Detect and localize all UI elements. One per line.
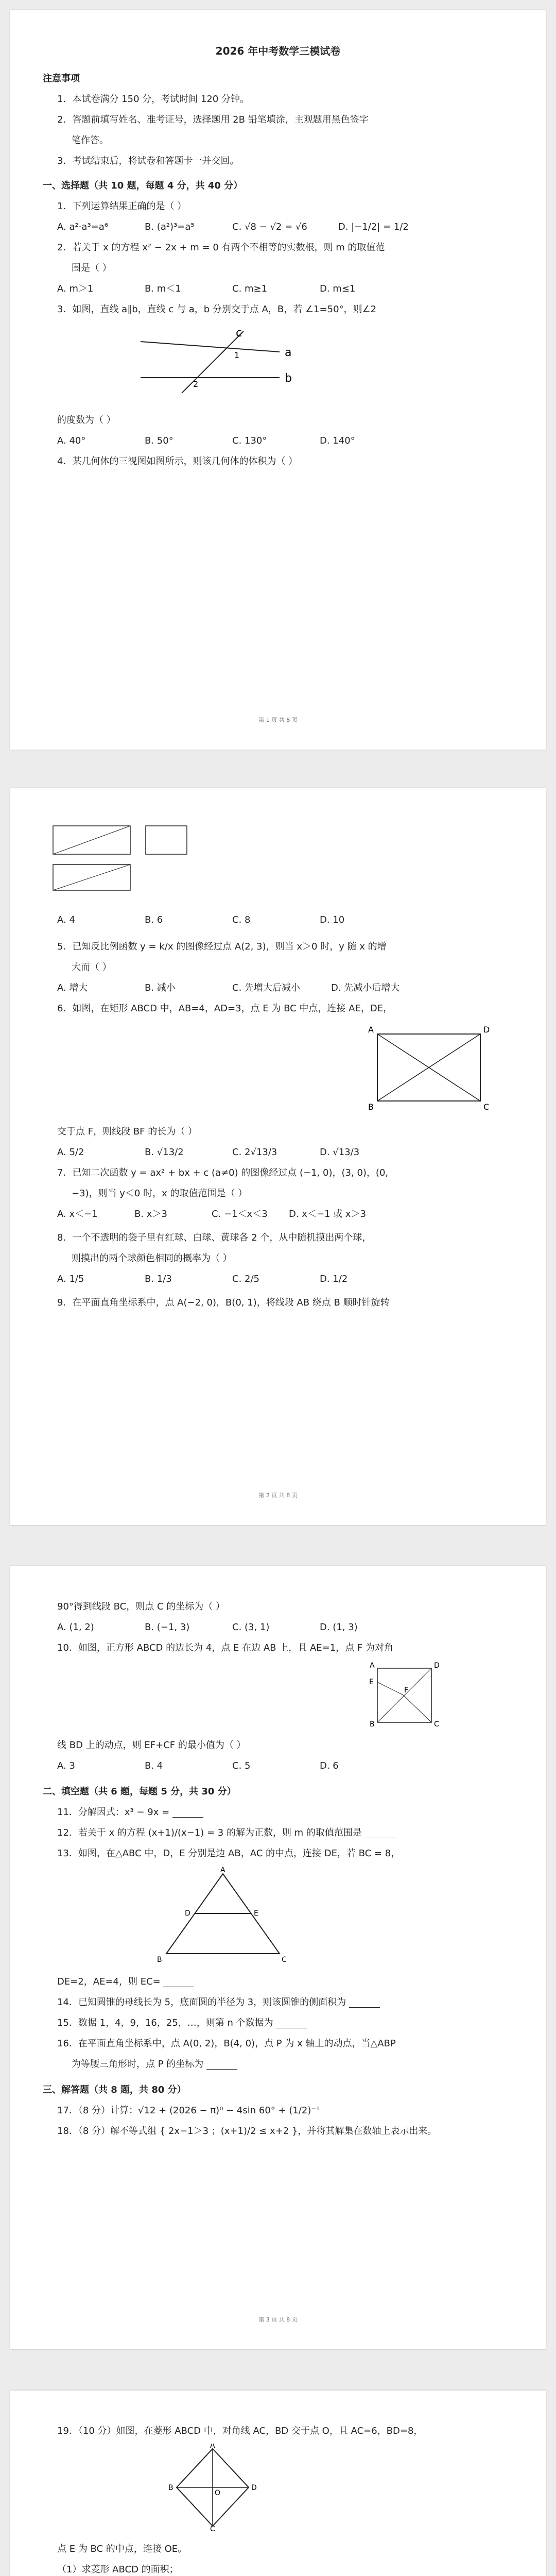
q3-option-b: B. 50° [145,435,173,446]
q10-option-d: D. 6 [320,1760,339,1771]
q3-option-c: C. 130° [232,435,267,446]
q6-options [43,1144,513,1161]
question-13: 13．如图，在△ABC 中，D，E 分别是边 AB，AC 的中点，连接 DE，若 BC = 8， [57,1848,401,1859]
q2-option-a: A. m＞1 [57,283,94,294]
q6-label-c: C [483,1102,490,1112]
question-13b-text: DE=2，AE=4，则 EC= [57,1976,161,1987]
question-5: 5．已知反比例函数 y = k/x 的图像经过点 A(2, 3)，则当 x＞0 时，y 随 x 的增 [57,941,387,952]
question-13b [43,1974,513,1990]
question-5b: 大而（ ） [72,962,112,973]
q3-option-d: D. 140° [320,435,355,446]
q11-answer-blank[interactable] [172,1808,203,1818]
q19-label-b: B [168,2484,173,2492]
q6-option-b: B. √13/2 [145,1147,184,1158]
q4-option-a: A. 4 [57,914,75,925]
q10-options [43,1758,513,1774]
question-10: 10．如图，正方形 ABCD 的边长为 4，点 E 在边 AB 上，且 AE=1，点 F 为对角 [57,1642,393,1653]
q5-option-b: B. 减小 [145,982,176,993]
section-3-header: 三、解答题（共 8 题，共 80 分） [43,2084,186,2095]
q3-label-a: a [285,346,292,359]
q10-square-figure [43,1660,506,1727]
q12-answer-blank[interactable] [365,1828,396,1838]
q9-option-b: B. (−1, 3) [145,1622,190,1633]
q7-option-b: B. x＞3 [134,1209,167,1219]
q2-options [43,281,513,297]
q10-label-a: A [370,1662,375,1670]
q10-option-a: A. 3 [57,1760,75,1771]
q13-triangle-figure [43,1866,506,1964]
q10-label-c: C [434,1720,439,1727]
q8-option-b: B. 1/3 [145,1274,172,1284]
q16-answer-blank[interactable] [206,2060,237,2070]
q5-option-a: A. 增大 [57,982,88,993]
page-2 [10,788,546,1525]
page-1 [10,10,546,750]
q3-parallel-lines-figure [74,326,300,398]
q5-options [43,980,513,996]
q1-options [43,219,513,235]
q8-option-d: D. 1/2 [320,1274,348,1284]
q8-options [43,1271,513,1287]
question-7b: −3)，则当 y＜0 时，x 的取值范围是（ ） [72,1188,248,1199]
q7-option-d: D. x＜−1 或 x＞3 [289,1209,367,1219]
q7-option-a: A. x＜−1 [57,1209,98,1219]
q13-answer-blank[interactable] [163,1977,194,1987]
question-15 [43,2015,513,2031]
q3-label-angle1: 1 [234,350,240,360]
question-2: 2．若关于 x 的方程 x² − 2x + m = 0 有两个不相等的实数根，则 m 的取值范 [57,242,385,253]
question-12-text: 12．若关于 x 的方程 (x+1)/(x−1) = 3 的解为正数，则 m 的取值范围是 [57,1827,362,1838]
page-1-footer: 第 1 页 共 8 页 [258,717,298,723]
q10-label-d: D [434,1662,440,1670]
q6-option-c: C. 2√13/3 [232,1147,277,1158]
q4-option-b: B. 6 [145,914,163,925]
q7-options [43,1206,513,1223]
q13-label-a: A [220,1866,225,1874]
page-3-footer: 第 3 页 共 8 页 [258,2316,298,2323]
notice-1: 1．本试卷满分 150 分，考试时间 120 分钟。 [57,94,250,105]
q19-label-a: A [210,2444,215,2450]
q6-rectangle-figure [43,1021,506,1114]
q9-option-c: C. (3, 1) [232,1622,270,1633]
q1-option-c: C. √8 − √2 = √6 [232,222,307,232]
q3-label-b: b [285,372,292,385]
q3-options [43,433,513,449]
q7-option-c: C. −1＜x＜3 [212,1209,268,1219]
question-9b: 90°得到线段 BC，则点 C 的坐标为（ ） [57,1601,225,1612]
question-1: 1．下列运算结果正确的是（ ） [57,201,187,212]
question-15-text: 15．数据 1，4，9，16，25，…，则第 n 个数据为 [57,2018,273,2028]
section-1-header: 一、选择题（共 10 题，每题 4 分，共 40 分） [43,180,243,191]
q13-label-e: E [254,1909,258,1918]
section-2-header: 二、填空题（共 6 题，每题 5 分，共 30 分） [43,1786,236,1797]
q19-label-o: O [215,2489,221,2497]
question-12 [43,1825,513,1841]
q4-option-d: D. 10 [320,914,345,925]
q19-rhombus-figure [43,2444,506,2531]
question-8: 8．一个不透明的袋子里有红球、白球、黄球各 2 个，从中随机摸出两个球， [57,1232,372,1243]
q8-option-a: A. 1/5 [57,1274,84,1284]
page-3 [10,1566,546,2349]
q6-label-a: A [368,1025,374,1035]
q5-option-d: D. 先减小后增大 [331,982,400,993]
q10-option-c: C. 5 [232,1760,251,1771]
q19-label-c: C [210,2525,215,2531]
question-8b: 则摸出的两个球颜色相同的概率为（ ） [72,1253,232,1264]
q9-option-a: A. (1, 2) [57,1622,94,1633]
notice-header: 注意事项 [43,73,80,84]
q8-option-c: C. 2/5 [232,1274,259,1284]
q4-three-views-figure [43,821,300,898]
q4-options [43,912,513,928]
q2-option-d: D. m≤1 [320,283,356,294]
question-14 [43,1994,513,2011]
question-10b: 线 BD 上的动点，则 EF+CF 的最小值为（ ） [57,1740,246,1751]
q9-option-d: D. (1, 3) [320,1622,358,1633]
q13-label-d: D [185,1909,190,1918]
q15-answer-blank[interactable] [276,2019,307,2028]
q6-option-a: A. 5/2 [57,1147,84,1158]
q2-option-b: B. m＜1 [145,283,181,294]
question-16b [43,2056,513,2073]
exam-title: 2026 年中考数学三模试卷 [215,45,341,57]
q10-label-e: E [369,1678,374,1686]
question-16b-text: 为等腰三角形时，点 P 的坐标为 [72,2059,204,2070]
q6-option-d: D. √13/3 [320,1147,360,1158]
notice-3: 3．考试结束后，将试卷和答题卡一并交回。 [57,156,239,166]
question-6: 6．如图，在矩形 ABCD 中，AB=4，AD=3，点 E 为 BC 中点，连接 AE，DE， [57,1003,393,1014]
q9-options [43,1619,513,1636]
page-4 [10,2391,546,2576]
q10-option-b: B. 4 [145,1760,163,1771]
q2-option-c: C. m≥1 [232,283,268,294]
question-2b: 围是（ ） [72,263,112,274]
q19-label-d: D [251,2484,257,2492]
q13-label-b: B [157,1956,162,1964]
q4-option-c: C. 8 [232,914,251,925]
question-3b: 的度数为（ ） [57,415,116,426]
question-19: 19．（10 分）如图，在菱形 ABCD 中，对角线 AC，BD 交于点 O，且 AC=6，BD=8， [57,2426,423,2436]
question-9: 9．在平面直角坐标系中，点 A(−2, 0)，B(0, 1)，将线段 AB 绕点 B 顺时针旋转 [57,1297,390,1308]
q10-label-b: B [370,1720,375,1727]
q3-option-a: A. 40° [57,435,86,446]
q14-answer-blank[interactable] [349,1998,380,2008]
page-2-footer: 第 2 页 共 8 页 [258,1492,298,1499]
q10-label-f: F [404,1686,409,1694]
question-18: 18．（8 分）解不等式组 { 2x−1＞3 ；(x+1)/2 ≤ x+2 }，并将其解集在数轴上表示出来。 [57,2126,437,2137]
notice-2b: 笔作答。 [72,135,109,146]
question-19b: 点 E 为 BC 的中点，连接 OE。 [57,2544,187,2554]
q5-option-c: C. 先增大后减小 [232,982,301,993]
question-6b: 交于点 F，则线段 BF 的长为（ ） [57,1126,197,1137]
question-17: 17．（8 分）计算：√12 + (2026 − π)⁰ − 4sin 60° + (1/2)⁻¹ [57,2105,320,2116]
q3-label-angle2: 2 [193,379,199,389]
q1-option-a: A. a²·a³=a⁶ [57,222,108,232]
notice-2: 2．答题前填写姓名、准考证号，选择题用 2B 铅笔填涂，主观题用黑色签字 [57,114,369,125]
question-16: 16．在平面直角坐标系中，点 A(0, 2)，B(4, 0)，点 P 为 x 轴上的动点，当△ABP [57,2038,396,2049]
question-11 [43,1804,513,1821]
q3-label-c: c [236,327,242,340]
q1-option-d: D. |−1/2| = 1/2 [338,222,409,232]
question-4: 4．某几何体的三视图如图所示，则该几何体的体积为（ ） [57,456,298,467]
q6-label-b: B [368,1102,374,1112]
q6-label-d: D [483,1025,490,1035]
question-14-text: 14．已知圆锥的母线长为 5，底面圆的半径为 3，则该圆锥的侧面积为 [57,1997,346,2008]
q13-label-c: C [282,1956,287,1964]
question-19-part1: （1）求菱形 ABCD 的面积； [57,2564,179,2575]
question-3: 3．如图，直线 a∥b，直线 c 与 a，b 分别交于点 A，B，若 ∠1=50°，则∠2 [57,304,377,315]
question-11-text: 11．分解因式：x³ − 9x = [57,1807,170,1818]
question-7: 7．已知二次函数 y = ax² + bx + c (a≠0) 的图像经过点 (−1, 0)，(3, 0)，(0, [57,1167,389,1178]
q1-option-b: B. (a²)³=a⁵ [145,222,195,232]
